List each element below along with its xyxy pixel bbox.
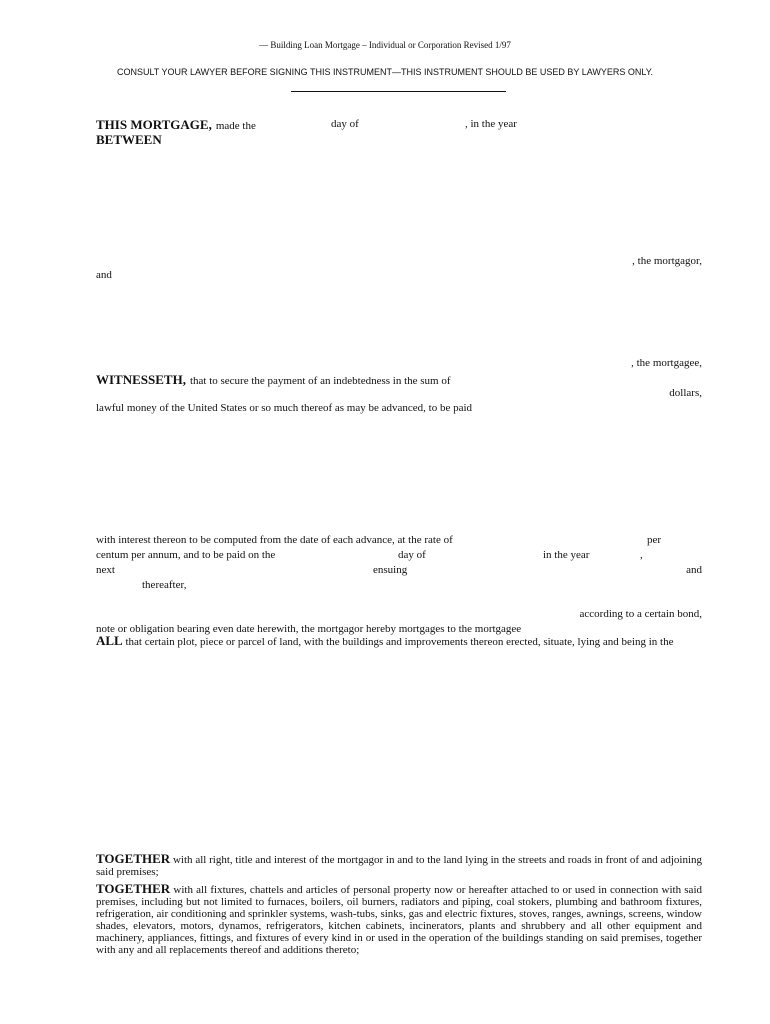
interest-text: with interest thereon to be computed from the date of each advance, at the rate of xyxy=(96,534,453,546)
lawful-money-text: lawful money of the United States or so much thereof as may be advanced, to be paid xyxy=(96,402,473,414)
all-clause-text: that certain plot, piece or parcel of land, with the buildings and improvements thereon erected, situate, lying and being in the xyxy=(125,636,674,648)
centum-text: centum per annum, and to be paid on the xyxy=(96,549,276,561)
header-divider xyxy=(291,91,506,92)
between-heading: BETWEEN xyxy=(96,132,162,147)
payment-day-of-label: day of xyxy=(398,549,426,561)
together-heading-2: TOGETHER xyxy=(96,881,171,896)
lawyer-warning: CONSULT YOUR LAWYER BEFORE SIGNING THIS INSTRUMENT—THIS INSTRUMENT SHOULD BE USED BY LAWYERS ONLY. xyxy=(116,67,654,77)
all-heading: ALL xyxy=(96,633,123,648)
mortgage-heading: THIS MORTGAGE, xyxy=(96,117,212,132)
bond-text: according to a certain bond, xyxy=(579,608,702,620)
made-the-label: made the xyxy=(215,120,256,132)
mortgagee-label: , the mortgagee, xyxy=(631,357,702,369)
all-clause xyxy=(96,635,702,648)
together-heading-1: TOGETHER xyxy=(96,851,171,866)
per-label: per xyxy=(647,534,662,546)
thereafter-label: thereafter, xyxy=(142,579,187,591)
together-fixtures-clause xyxy=(96,883,702,956)
and-label: and xyxy=(96,269,112,281)
intro-year-label: , in the year xyxy=(465,118,517,130)
intro-day-of-label: day of xyxy=(331,118,359,130)
mortgagor-label: , the mortgagor, xyxy=(632,255,702,267)
together-streets-text: with all right, title and interest of the mortgagor in and to the land lying in the streets and roads in front of and adjoining said premises; xyxy=(96,854,702,878)
dollars-label: dollars, xyxy=(669,387,702,399)
form-title: — Building Loan Mortgage – Individual or Corporation Revised 1/97 xyxy=(259,40,511,50)
note-text: note or obligation bearing even date herewith, the mortgagor hereby mortgages to the mortgagee xyxy=(96,623,522,635)
payment-comma: , xyxy=(640,549,643,561)
witnesseth-heading: WITNESSETH, xyxy=(96,372,186,387)
together-fixtures-text: with all fixtures, chattels and articles of personal property now or hereafter attached to or used in connection with said premises, including but not limited to furnaces, boilers, oil burners, radiators and piping, coal stokers, plumbing and bathroom fixtures, refrigeration, air conditioning and sprinkler systems, wash-tubs, sinks, gas and electric fixtures, stoves, ranges, awnings, screens, window shades, elevators, motors, dynamos, refrigerators, kitchen cabinets, incinerators, plants and shrubbery and all other equipment and machinery, appliances, fittings, and fixtures of every kind in or used in the operation of the buildings standing on said premises, together with any and all replacements thereof and additions thereto; xyxy=(96,884,702,956)
together-streets-clause xyxy=(96,853,702,878)
witnesseth-text: that to secure the payment of an indebtedness in the sum of xyxy=(189,375,451,387)
interest-and-label: and xyxy=(686,564,702,576)
payment-year-label: in the year xyxy=(543,549,590,561)
next-label: next xyxy=(96,564,115,576)
ensuing-label: ensuing xyxy=(373,564,408,576)
witnesseth-line xyxy=(96,371,451,389)
